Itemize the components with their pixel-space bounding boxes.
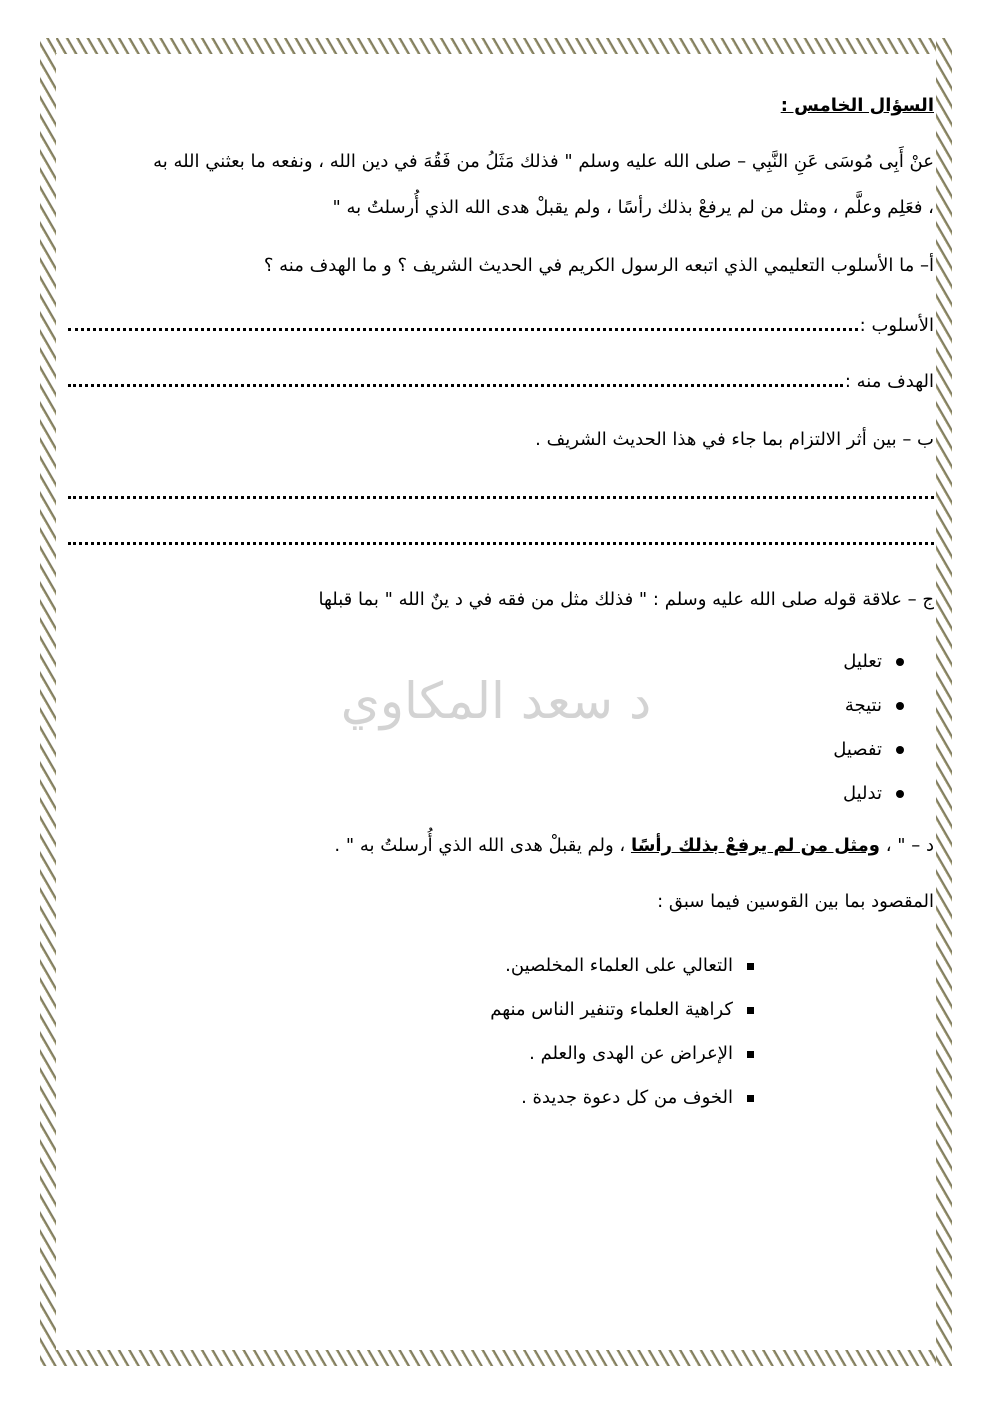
part-b-answer-line-1[interactable] [68, 496, 934, 499]
option-label: تدليل [842, 783, 882, 804]
border-left [40, 38, 56, 1366]
goal-label: الهدف منه : [844, 371, 934, 392]
option-label: كراهية العلماء وتنفير الناس منهم [490, 999, 733, 1020]
hadith-line-2: ، فعَلِم وعلَّم ، ومثل من لم يرفعْ بذلك رأسًا ، ولم يقبلْ هدى الله الذي أُرسلتُ به " [332, 197, 934, 218]
option-label: تفصيل [833, 739, 882, 760]
part-c-question: ج – علاقة قوله صلى الله عليه وسلم : " فذلك مثل من فقه في د ينٌ الله " بما قبلها [318, 589, 934, 610]
option-label: الخوف من كل دعوة جديدة . [521, 1087, 733, 1108]
option-label: التعالي على العلماء المخلصين. [505, 955, 733, 976]
part-b-answer-line-2[interactable] [68, 542, 934, 545]
part-d-options [490, 944, 754, 1120]
option-label: الإعراض عن الهدى والعلم . [529, 1043, 733, 1064]
hadith-line-1: عنْ أَبِى مُوسَى عَنِ النَّبِي – صلى الله عليه وسلم " فذلك مَثَلُ من فَقُهَ في دين الله ، ونفعه ما بعثني الله به [153, 151, 934, 172]
bullet-icon [896, 702, 904, 710]
option-item[interactable] [490, 988, 754, 1032]
border-right [936, 38, 952, 1366]
part-b-question: ب – بين أثر الالتزام بما جاء في هذا الحديث الشريف . [535, 429, 934, 450]
question-content [66, 0, 934, 1403]
part-d-suffix: ، ولم يقبلْ هدى الله الذي أُرسلتُ به " . [334, 835, 626, 856]
option-item[interactable] [490, 944, 754, 988]
option-item[interactable] [833, 728, 904, 772]
square-bullet-icon [747, 1051, 754, 1058]
part-d-question [334, 834, 934, 858]
goal-answer-line[interactable] [68, 370, 934, 394]
style-answer-line[interactable] [68, 314, 934, 338]
goal-answer-dots [68, 370, 843, 387]
option-item[interactable] [833, 640, 904, 684]
part-d-emphasis: ومثل من لم يرفعْ بذلك رأسًا [630, 835, 880, 856]
square-bullet-icon [747, 1007, 754, 1014]
meaning-label: المقصود بما بين القوسين فيما سبق : [657, 891, 934, 912]
option-item[interactable] [490, 1032, 754, 1076]
bullet-icon [896, 790, 904, 798]
option-item[interactable] [490, 1076, 754, 1120]
bullet-icon [896, 658, 904, 666]
square-bullet-icon [747, 1095, 754, 1102]
part-d-prefix: د – " ، [885, 835, 934, 856]
option-item[interactable] [833, 772, 904, 816]
question-title: السؤال الخامس : [780, 95, 934, 116]
part-c-options [833, 640, 904, 816]
option-item[interactable] [833, 684, 904, 728]
part-a-question: أ– ما الأسلوب التعليمي الذي اتبعه الرسول الكريم في الحديث الشريف ؟ و ما الهدف منه ؟ [263, 255, 934, 276]
option-label: نتيجة [844, 695, 882, 716]
square-bullet-icon [747, 963, 754, 970]
bullet-icon [896, 746, 904, 754]
style-answer-dots [68, 314, 858, 331]
watermark: د سعد المكاوي [340, 672, 652, 730]
style-label: الأسلوب : [859, 315, 934, 336]
option-label: تعليل [843, 651, 882, 672]
